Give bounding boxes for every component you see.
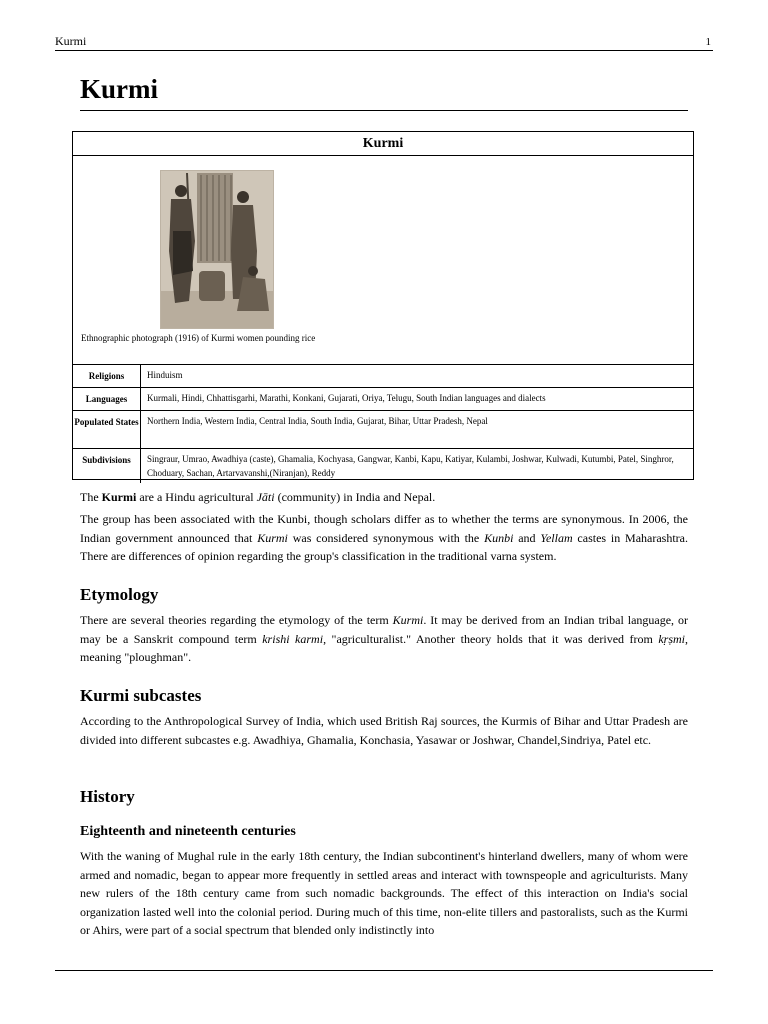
running-header [55, 34, 713, 51]
text-run: was considered synonymous with the [287, 530, 485, 545]
subcastes-paragraph: According to the Anthropological Survey of India, which used British Raj sources, the Kurmis of Bihar and Uttar Pradesh are divided into different subcastes e.g. Awadhiya, Ghamalia, Konchasia, Yasawar or Joshwar, Chandel,Sindriya, Patel etc. [80, 714, 688, 747]
text-run: are a Hindu agricultural [136, 490, 257, 504]
italic-term: Kurmi [257, 530, 288, 545]
infobox-row-religions [73, 365, 693, 388]
page-number: 1 [705, 36, 711, 48]
text-run: , "agriculturalist." Another theory holds that it was derived from [323, 631, 659, 646]
infobox-heading: Kurmi [73, 132, 693, 156]
text-run: castes in Maharashtra. There are differences of opinion regarding the group's classification in the traditional varna system. [80, 530, 689, 563]
italic-term: Kunbi [484, 530, 514, 545]
italic-term: kṛṣmi [658, 631, 686, 646]
infobox-value: Singraur, Umrao, Awadhiya (caste), Ghamalia, Kochyasa, Gangwar, Kanbi, Kapu, Katiyar, Kulambi, Joshwar, Kulwadi, Kutumbi, Patel, Singhror, Choduary, Sachan, Artarvavanshi,(Niranjan), Reddy [147, 454, 674, 478]
infobox-value: Northern India, Western India, Central India, South India, Gujarat, Bihar, Uttar Pradesh, Nepal [147, 416, 488, 426]
italic-term: krishi karmi [262, 631, 324, 646]
text-run: The [80, 490, 102, 504]
article-title: Kurmi [80, 70, 688, 111]
infobox-label: Populated States [73, 411, 141, 448]
text-run: . It may be derived from an Indian tribal language, or may be a Sanskrit compound term [80, 613, 688, 646]
subsection-heading-eighteenth-nineteenth: Eighteenth and nineteenth centuries [80, 824, 296, 839]
infobox-value: Kurmali, Hindi, Chhattisgarhi, Marathi, Konkani, Gujarati, Oriya, Telugu, South Indian languages and dialects [147, 393, 546, 403]
history-paragraph: With the waning of Mughal rule in the early 18th century, the Indian subcontinent's hinterland dwellers, many of whom were armed and nomadic, began to appear more frequently in settled areas and interact with townspeople and agriculturists. Many new rulers of the 18th century came from such nomadic backgrounds. The effect of this interaction on India's social organization lasted well into the colonial period. During much of this time, non-elite tillers and pastoralists, such as the Kurmi or Ahirs, were part of a social spectrum that blended only indistinctly into [80, 849, 688, 937]
text-run: (community) in India and Nepal. [274, 490, 436, 504]
text-run: , meaning "ploughman". [80, 631, 689, 664]
infobox-image-caption: Ethnographic photograph (1916) of Kurmi women pounding rice [81, 333, 316, 343]
text-run: There are several theories regarding the etymology of the term [80, 613, 393, 627]
infobox-value: Hinduism [147, 370, 183, 380]
infobox [72, 131, 694, 480]
text-run: The group has been associated with the Kunbi, though scholars differ as to whether the terms are synonymous. In 2006, the Indian government announced that [80, 512, 688, 545]
italic-term: Yellam [540, 530, 573, 545]
italic-term-jati[interactable]: Jāti [256, 490, 275, 504]
infobox-row-languages [73, 388, 693, 411]
section-heading-kurmi-subcastes: Kurmi subcastes [80, 686, 202, 705]
infobox-row-populated-states [73, 411, 693, 449]
infobox-row-subdivisions [73, 449, 693, 483]
text-run: and [513, 530, 541, 545]
italic-term: Kurmi [392, 613, 424, 627]
infobox-image-cell [73, 156, 693, 365]
etymology-paragraph [80, 611, 688, 667]
section-heading-history: History [80, 787, 135, 806]
running-header-title: Kurmi [55, 34, 87, 48]
section-heading-etymology: Etymology [80, 585, 159, 604]
infobox-label: Religions [73, 365, 141, 387]
ethnographic-photograph[interactable] [160, 170, 274, 329]
infobox-label: Subdivisions [73, 449, 141, 483]
infobox-label: Languages [73, 388, 141, 410]
intro-paragraph-1 [80, 488, 688, 507]
intro-paragraph-2 [80, 510, 688, 566]
footer-rule [55, 970, 713, 971]
bold-term-kurmi: Kurmi [101, 490, 137, 504]
